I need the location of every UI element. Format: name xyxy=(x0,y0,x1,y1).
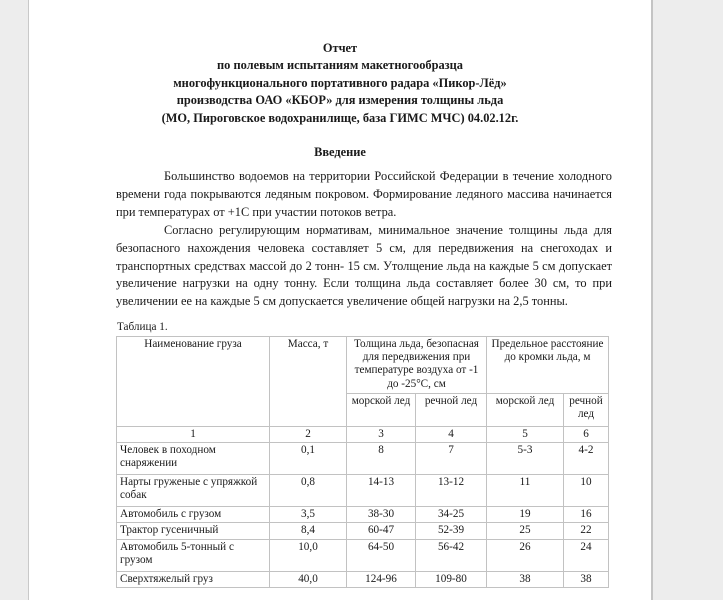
cell-mass: 8,4 xyxy=(270,523,347,539)
cell-thickness-river: 34-25 xyxy=(416,507,487,523)
column-number: 2 xyxy=(270,427,347,443)
table-row xyxy=(117,571,609,587)
cell-distance-river: 22 xyxy=(564,523,609,539)
header-edge-distance: Предельное расстояние до кромки льда, м xyxy=(487,337,609,394)
cell-mass: 0,8 xyxy=(270,475,347,507)
section-heading-introduction: Введение xyxy=(314,145,366,159)
cell-cargo-name: Нарты груженые с упряжкой собак xyxy=(117,475,270,507)
table-row xyxy=(117,475,609,507)
cell-thickness-river: 109-80 xyxy=(416,571,487,587)
table-caption: Таблица 1. xyxy=(117,321,168,333)
cell-mass: 40,0 xyxy=(270,571,347,587)
cell-thickness-river: 56-42 xyxy=(416,539,487,571)
subheader-thickness-river: речной лед xyxy=(416,394,487,427)
column-number: 4 xyxy=(416,427,487,443)
report-title xyxy=(29,40,651,127)
cell-thickness-sea: 124-96 xyxy=(347,571,416,587)
title-line: производства ОАО «КБОР» для измерения толщины льда xyxy=(176,93,504,108)
column-number: 1 xyxy=(117,427,270,443)
cell-cargo-name: Автомобиль с грузом xyxy=(117,507,270,523)
title-line: Отчет xyxy=(322,41,358,55)
cell-thickness-sea: 64-50 xyxy=(347,539,416,571)
column-number: 3 xyxy=(347,427,416,443)
cell-distance-river: 16 xyxy=(564,507,609,523)
cell-mass: 0,1 xyxy=(270,443,347,475)
subheader-distance-sea: морской лед xyxy=(487,394,564,427)
cell-distance-river: 4-2 xyxy=(564,443,609,475)
cell-thickness-river: 52-39 xyxy=(416,523,487,539)
cell-cargo-name: Автомобиль 5-тонный с грузом xyxy=(117,539,270,571)
table-row xyxy=(117,443,609,475)
cell-distance-sea: 25 xyxy=(487,523,564,539)
header-cargo-name: Наименование груза xyxy=(117,337,270,427)
subheader-distance-river: речной лед xyxy=(564,394,609,427)
cell-mass: 10,0 xyxy=(270,539,347,571)
table-row xyxy=(117,539,609,571)
ice-load-table xyxy=(116,336,609,588)
cell-thickness-sea: 60-47 xyxy=(347,523,416,539)
document-page xyxy=(28,0,653,600)
cell-thickness-river: 7 xyxy=(416,443,487,475)
paragraph: Большинство водоемов на территории Российской Федерации в течение холодного времени года покрываются ледяным покровом. Формирование ледяного массива начинается при температурах от +1С при участии потоков ветра. xyxy=(116,169,612,219)
subheader-thickness-sea: морской лед xyxy=(347,394,416,427)
cell-thickness-sea: 38-30 xyxy=(347,507,416,523)
column-number-row xyxy=(117,427,609,443)
cell-distance-sea: 38 xyxy=(487,571,564,587)
title-line: многофункционального портативного радара «Пикор-Лёд» xyxy=(173,75,507,90)
cell-distance-sea: 19 xyxy=(487,507,564,523)
cell-distance-river: 24 xyxy=(564,539,609,571)
table-header-row xyxy=(117,337,609,394)
table-row xyxy=(117,507,609,523)
cell-distance-river: 10 xyxy=(564,475,609,507)
title-line: по полевым испытаниям макетногообразца xyxy=(217,58,463,73)
cell-cargo-name: Трактор гусеничный xyxy=(117,523,270,539)
column-number: 5 xyxy=(487,427,564,443)
title-line: (МО, Пироговское водохранилище, база ГИМС МЧС) 04.02.12г. xyxy=(161,110,519,125)
paragraph: Согласно регулирующим нормативам, минимальное значение толщины льда для безопасного нахождения человека составляет 5 см, для передвижения на снегоходах и транспортных средствах массой до 2 тонн- 15 см. Утолщение льда на каждые 5 см допускает увеличение нагрузки на одну тонну. Если толщина льда составляет более 30 см, то при увеличении ее на каждые 5 см допускается увеличение общей нагрузки на 2,5 тонны. xyxy=(116,223,612,308)
cell-cargo-name: Человек в походном снаряжении xyxy=(117,443,270,475)
cell-thickness-river: 13-12 xyxy=(416,475,487,507)
cell-distance-sea: 5-3 xyxy=(487,443,564,475)
cell-distance-sea: 26 xyxy=(487,539,564,571)
header-ice-thickness: Толщина льда, безопасная для передвижения при температуре воздуха от -1 до -25°C, см xyxy=(347,337,487,394)
header-mass: Масса, т xyxy=(270,337,347,427)
cell-mass: 3,5 xyxy=(270,507,347,523)
table-row xyxy=(117,523,609,539)
cell-thickness-sea: 14-13 xyxy=(347,475,416,507)
cell-thickness-sea: 8 xyxy=(347,443,416,475)
column-number: 6 xyxy=(564,427,609,443)
cell-distance-sea: 11 xyxy=(487,475,564,507)
cell-cargo-name: Сверхтяжелый груз xyxy=(117,571,270,587)
cell-distance-river: 38 xyxy=(564,571,609,587)
